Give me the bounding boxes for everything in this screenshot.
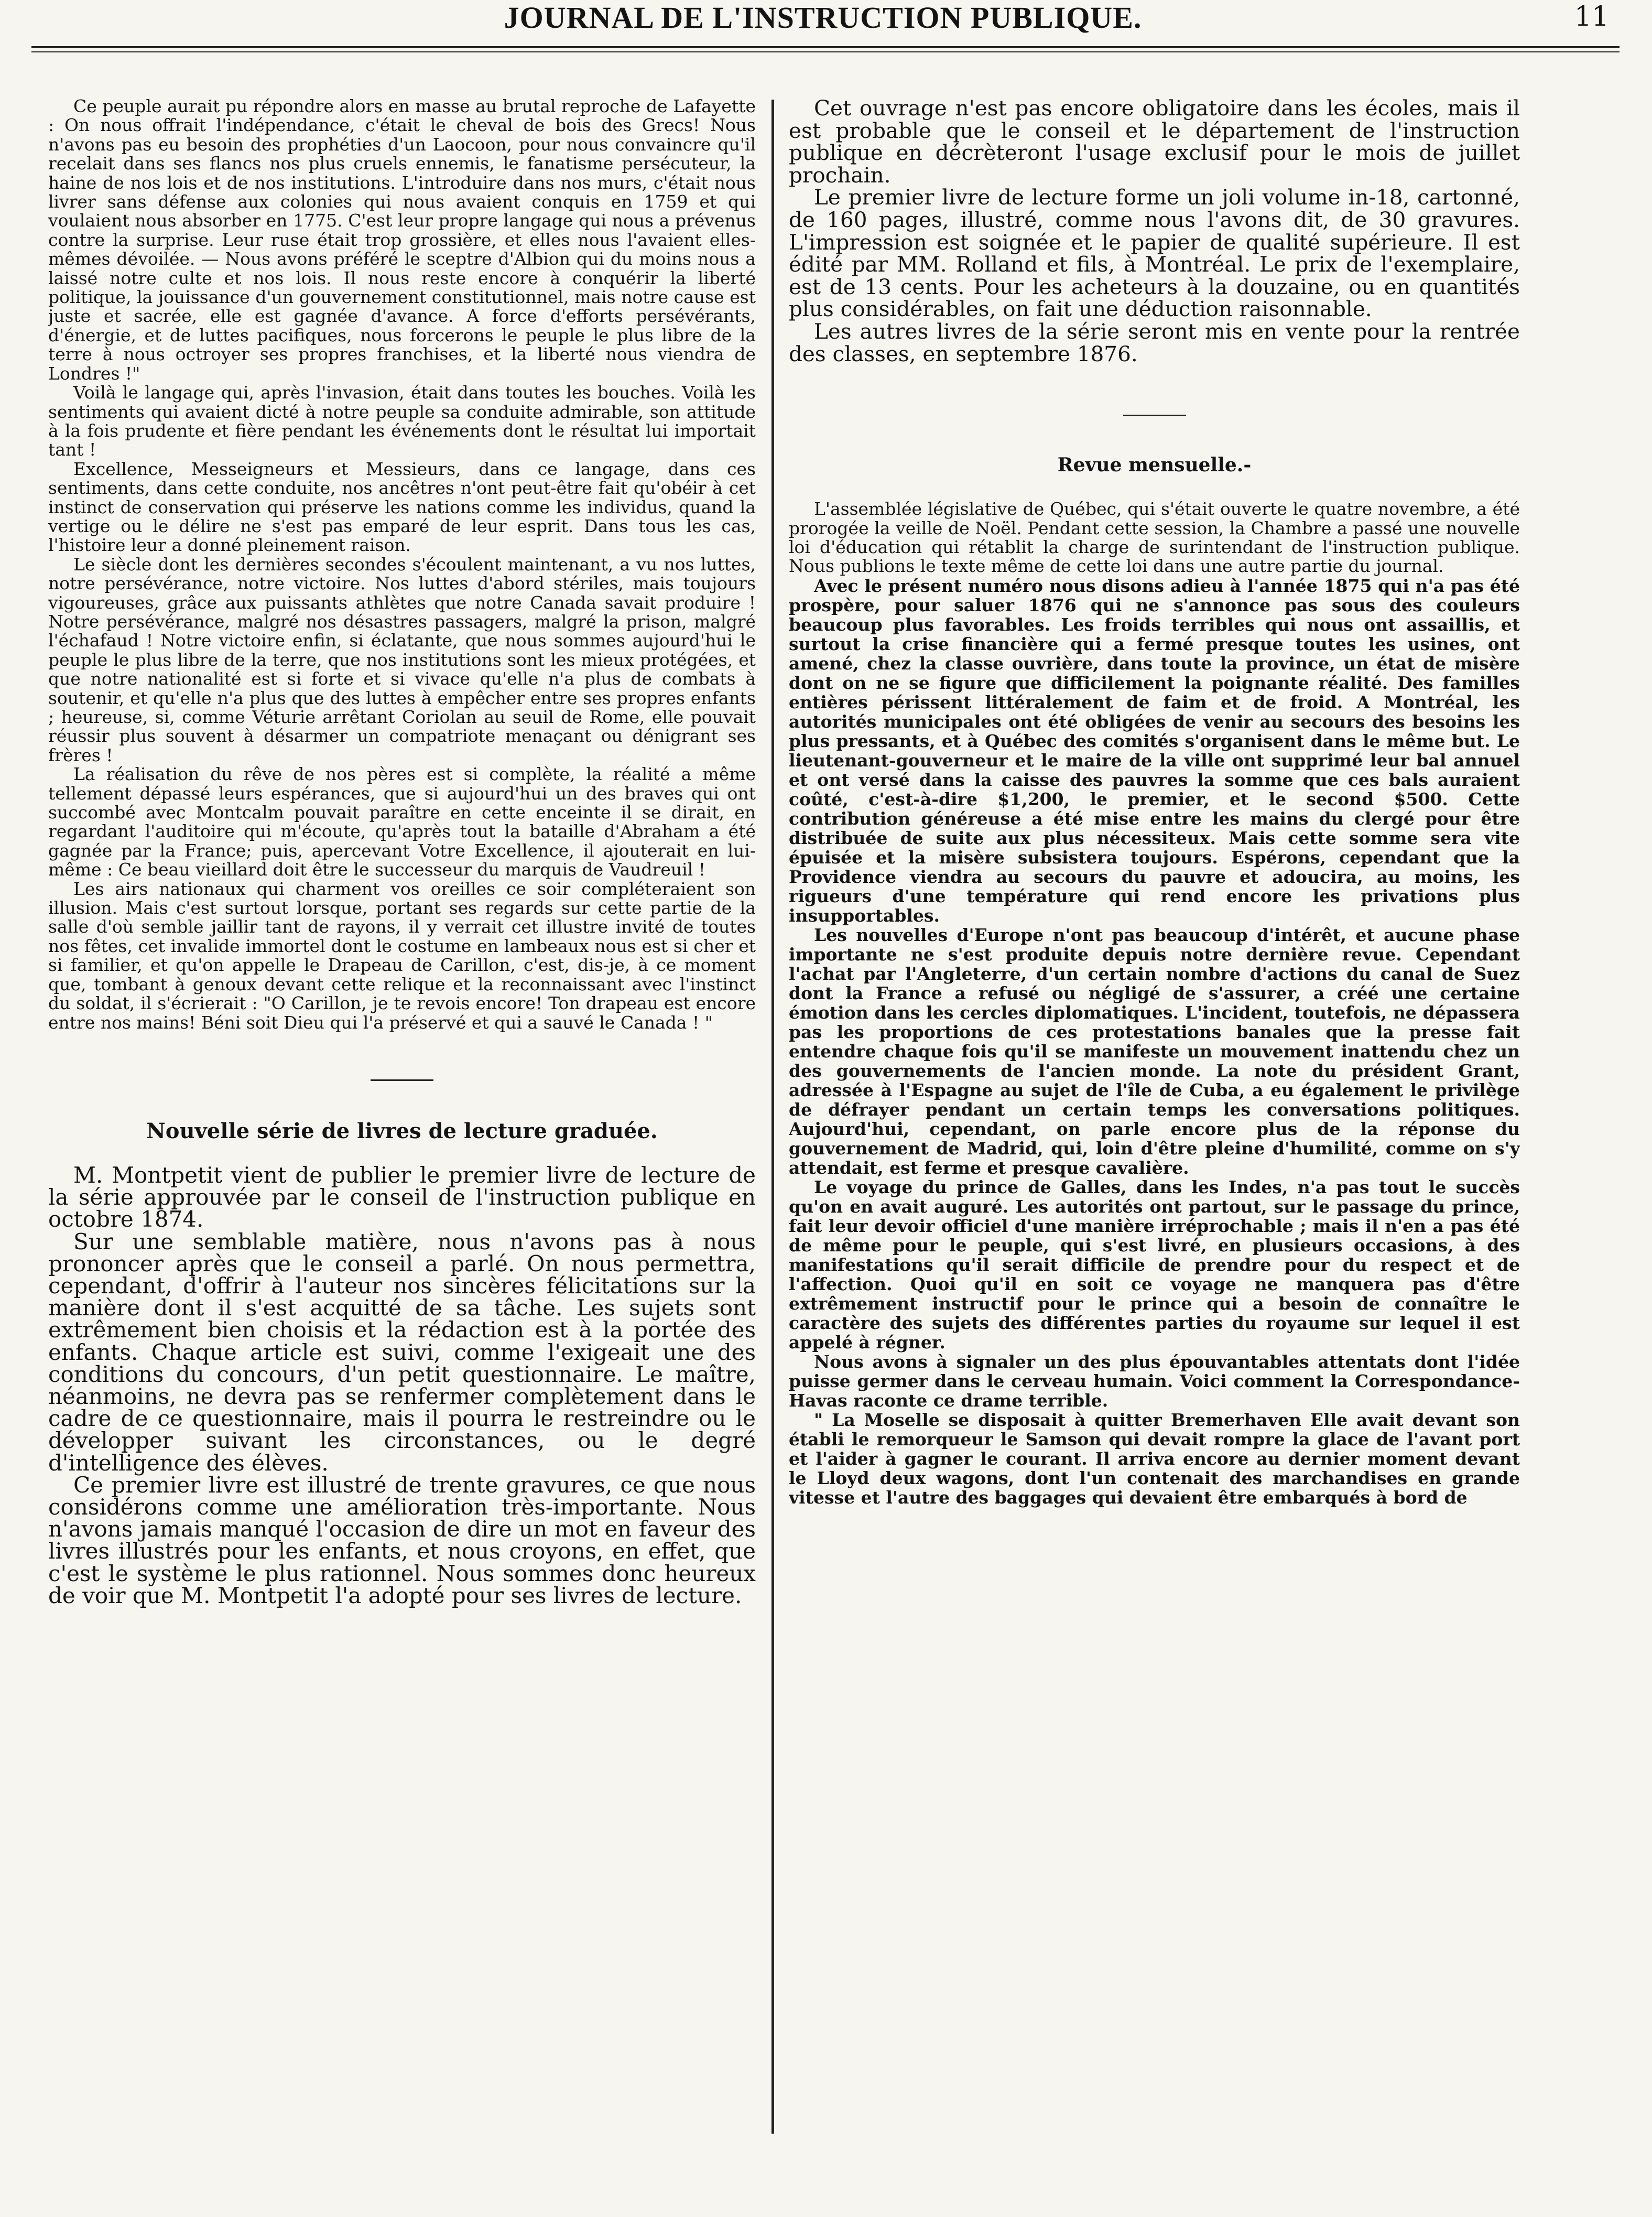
paragraph: Ce premier livre est illustré de trente gravures, ce que nous considérons comme une amélioration très-importante. Nous n'avons jamais manqué l'occasion de dire un mot en faveur des livres illustrés pour les enfants, et nous croyons, en effet, que c'est le système le plus rationnel. Nous sommes donc heureux de voir que M. Montpetit l'a adopté pour ses livres de lecture. (48, 1472, 756, 1608)
page-header (31, 0, 1614, 63)
paragraph: M. Montpetit vient de publier le premier livre de lecture de la série approuvée par le conseil de l'instruction publique en octobre 1874. (48, 1162, 756, 1232)
page-number: 11 (1574, 1, 1609, 33)
paragraph: Le siècle dont les dernières secondes s'écoulent maintenant, a vu nos luttes, notre persévérance, notre victoire. Nos luttes d'abord stériles, mais toujours vigoureuses, grâce aux puissants athlètes que notre Canada savait produire ! Notre persévérance, malgré nos désastres passagers, malgré la prison, malgré l'échafaud ! Notre victoire enfin, si éclatante, que nous sommes aujourd'hui le peuple le plus libre de la terre, que nos institutions sont les mieux protégées, et que notre nationalité est si forte et si vivace qu'elle n'a plus de combats à soutenir, et qu'elle n'a plus que des luttes à empêcher entre ses propres enfants ; heureuse, si, comme Véturie arrêtant Coriolan au seuil de Rome, elle pouvait réussir plus souvent à désarmer un compatriote menaçant ou dénigrant ses frères ! (48, 554, 756, 765)
left-article-continuation (48, 97, 756, 1032)
section-heading-livres: Nouvelle série de livres de lecture graduée. (146, 1118, 658, 1143)
paragraph: Les airs nationaux qui charment vos oreilles ce soir compléteraient son illusion. Mais c'est surtout lorsque, portant ses regards sur cette partie de la salle d'où semble jaillir tant de rayons, il y verrait cet illustre invité de toutes nos fêtes, cet invalide immortel dont le costume en lambeaux nous est si cher et si familier, et qu'on appelle le Drapeau de Carillon, c'est, dis-je, à ce moment que, tombant à genoux devant cette relique et la reconnaissant avec l'instinct du soldat, il s'écrierait : "O Carillon, je te revois encore! Ton drapeau est encore entre nos mains! Béni soit Dieu qui l'a préservé et qui a sauvé le Canada ! " (48, 878, 756, 1033)
column-divider (771, 100, 774, 2134)
revue-body (789, 576, 1520, 1507)
paragraph: L'assemblée législative de Québec, qui s'était ouverte le quatre novembre, a été prorogée la veille de Noël. Pendant cette session, la Chambre a passé une nouvelle loi d'éducation qui rétablit la charge de surintendant de l'instruction publique. Nous publions le texte même de cette loi dans une autre partie du journal. (789, 499, 1520, 577)
header-rule-thin (31, 51, 1620, 52)
paragraph: La réalisation du rêve de nos pères est si complète, la réalité a même tellement dépassé leurs espérances, que si aujourd'hui un des braves qui ont succombé avec Montcalm pouvait paraître en cette enceinte il se dirait, en regardant l'auditoire qui m'écoute, qu'après tout la bataille d'Abraham a été gagnée par la France; puis, apercevant Votre Excellence, il ajouterait en lui-même : Ce beau vieillard doit être le successeur du marquis de Vaudreuil ! (48, 764, 756, 880)
paragraph: Ce peuple aurait pu répondre alors en masse au brutal reproche de Lafayette : On nous offrait l'indépendance, c'était le cheval de bois des Grecs! Nous n'avons pas eu besoin des prophéties d'un Laocoon, pour nous convaincre qu'il recelait dans ses flancs nos plus cruels ennemis, le fanatisme persécuteur, la haine de nos lois et de nos institutions. L'introduire dans nos murs, c'était nous livrer sans défense aux colonies qui nous avaient conquis en 1759 et qui voulaient nous absorber en 1775. C'est leur propre langage qui nous a prévenus contre la surprise. Leur ruse était trop grossière, et elles nous l'avaient elles-mêmes dévoilée. — Nous avons préféré le sceptre d'Albion qui du moins nous a laissé notre culte et nos lois. Il nous reste encore à conquérir la liberté politique, la jouissance d'un gouvernement constitutionnel, mais notre cause est juste et sacrée, elle est gagnée d'avance. A force d'efforts persévérants, d'énergie, et de luttes pacifiques, nous forcerons le peuple le plus libre de la terre à nous octroyer ses propres franchises, et la liberté nous viendra de Londres !" (48, 97, 756, 384)
paragraph: Les nouvelles d'Europe n'ont pas beaucoup d'intérêt, et aucune phase importante ne s'est produite depuis notre dernière revue. Cependant l'achat par l'Angleterre, d'un certain nombre d'actions du canal de Suez dont la France a refusé ou négligé de s'assurer, a créé une certaine émotion dans les cercles diplomatiques. L'incident, toutefois, ne dépassera pas les proportions de ces protestations banales que la presse fait entendre chaque fois qu'il se manifeste un mouvement inattendu chez un des gouvernements de l'ancien monde. La note du président Grant, adressée à l'Espagne au sujet de l'île de Cuba, a eu également le privilège de défrayer pendant un certain temps les conversations politiques. Aujourd'hui, cependant, on parle encore plus de la réponse du gouvernement de Madrid, qui, loin d'être pleine d'humilité, comme on s'y attendait, est ferme et presque cavalière. (789, 924, 1520, 1178)
paragraph: Voilà le langage qui, après l'invasion, était dans toutes les bouches. Voilà les sentiments qui avaient dicté à notre peuple sa conduite admirable, son attitude à la fois prudente et fière pendant les événements dont le résultat lui importait tant ! (48, 382, 756, 460)
paragraph: Nous avons à signaler un des plus épouvantables attentats dont l'idée puisse germer dans le cerveau humain. Voici comment la Correspondance-Havas raconte ce drame terrible. (789, 1351, 1520, 1411)
section-heading-revue: Revue mensuelle.- (1057, 454, 1252, 477)
right-article-continuation (789, 97, 1520, 365)
paragraph: Avec le présent numéro nous disons adieu à l'année 1875 qui n'a pas été prospère, pour saluer 1876 qui ne s'annonce pas sous des couleurs beaucoup plus favorables. Les froids terribles qui nous ont assaillis, et surtout la crise financière qui a fermé presque toutes les usines, ont amené, chez la classe ouvrière, dans toute la province, un état de misère dont on ne se figure que difficilement la poignante réalité. Des familles entières périssent littéralement de faim et de froid. A Montréal, les autorités municipales ont été obligées de venir au secours des besoins les plus pressants, et à Québec des comités s'organisent dans le même but. Le lieutenant-gouverneur et le maire de la ville ont supprimé leur bal annuel et ont versé dans la caisse des pauvres la somme que ces bals auraient coûté, c'est-à-dire $1,200, le premier, et le second $500. Cette contribution généreuse a été mise entre les mains du clergé pour être distribuée de suite aux plus nécessiteux. Mais cette somme sera vite épuisée et la misère subsistera toujours. Espérons, cependant que la Providence viendra au secours du pauvre et adoucira, au moins, les rigueurs d'une température qui rend encore les privations plus insupportables. (789, 575, 1520, 926)
paragraph: " La Moselle se disposait à quitter Bremerhaven Elle avait devant son établi le remorqueur le Samson qui devait rompre la glace de l'avant port et l'aider à gagner le courant. Il arriva encore au dernier moment devant le Lloyd deux wagons, dont l'un contenait des marchandises en grande vitesse et l'autre des baggages qui devaient être embarqués à bord de (789, 1409, 1520, 1508)
left-article-livres (48, 1164, 756, 1607)
right-column (789, 97, 1520, 2152)
journal-title: JOURNAL DE L'INSTRUCTION PUBLIQUE. (504, 1, 1142, 35)
revue-intro (789, 500, 1520, 576)
paragraph: Le premier livre de lecture forme un joli volume in-18, cartonné, de 160 pages, illustré, comme nous l'avons dit, de 30 gravures. L'impression est soignée et le papier de qualité supérieure. Il est édité par MM. Rolland et fils, à Montréal. Le prix de l'exemplaire, est de 13 cents. Pour les acheteurs à la douzaine, ou en quantités plus considérables, on fait une déduction raisonnable. (789, 185, 1520, 322)
paragraph: Le voyage du prince de Galles, dans les Indes, n'a pas tout le succès qu'on en avait auguré. Les autorités ont partout, sur le passage du prince, fait leur devoir officiel d'une manière irréprochable ; mais il n'en a pas été de même pour le peuple, qui s'est livré, en plusieurs occasions, à des manifestations qu'il serait difficile de prendre pour du respect et de l'affection. Quoi qu'il en soit ce voyage ne manquera pas d'être extrêmement instructif pour le prince qui a besoin de connaître le caractère des sujets des différentes parties du royaume sur lequel il est appelé à régner. (789, 1176, 1520, 1353)
paragraph: Cet ouvrage n'est pas encore obligatoire dans les écoles, mais il est probable que le conseil et le département de l'instruction publique en décrèteront l'usage exclusif pour le mois de juillet prochain. (789, 97, 1520, 188)
paragraph: Sur une semblable matière, nous n'avons pas à nous prononcer après que le conseil a parlé. On nous permettra, cependant, d'offrir à l'auteur nos sincères félicitations sur la manière dont il s'est acquitté de sa tâche. Les sujets sont extrêmement bien choisis et la rédaction est à la portée des enfants. Chaque article est suivi, comme l'exigeait une des conditions du concours, d'un petit questionnaire. Le maître, néanmoins, ne devra pas se renfermer complètement dans le cadre de ce questionnaire, mais il pourra le restreindre ou le développer suivant les circonstances, ou le degré d'intelligence des élèves. (48, 1228, 756, 1476)
paragraph: Les autres livres de la série seront mis en vente pour la rentrée des classes, en septembre 1876. (789, 318, 1520, 366)
left-column (48, 97, 756, 2142)
header-rule-thick (31, 46, 1620, 48)
paragraph: Excellence, Messeigneurs et Messieurs, dans ce langage, dans ces sentiments, dans cette conduite, nos ancêtres n'ont peut-être fait qu'obéir à cet instinct de conservation qui préserve les nations comme les individus, quand la vertige ou le délire ne s'est pas emparé de leur esprit. Dans tous les cas, l'histoire leur a donné pleinement raison. (48, 458, 756, 556)
